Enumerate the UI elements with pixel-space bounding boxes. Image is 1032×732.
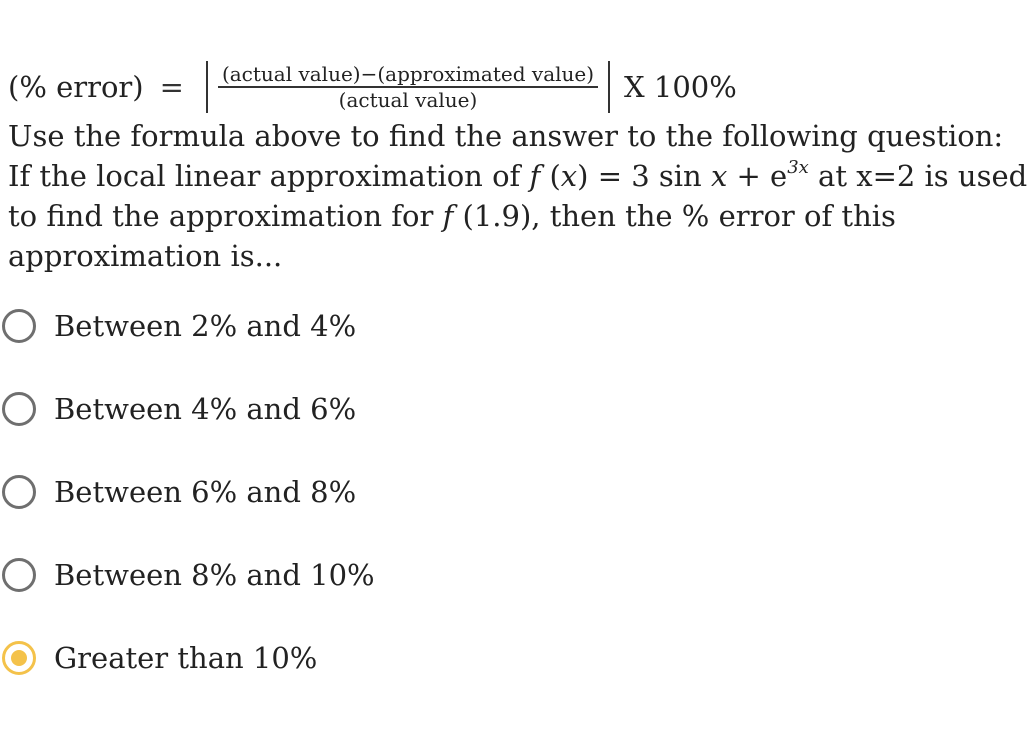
radio-button-5-selected[interactable] — [2, 641, 36, 675]
radio-button-1[interactable] — [2, 309, 36, 343]
option-4-label: Between 8% and 10% — [54, 558, 375, 592]
abs-bar-right — [608, 61, 610, 113]
q2-f: f — [529, 159, 541, 193]
option-4[interactable] — [0, 550, 375, 600]
option-5-label: Greater than 10% — [54, 641, 318, 675]
formula-fraction — [218, 64, 598, 110]
option-5[interactable] — [0, 633, 317, 683]
q3-post: (1.9), then the % error of this — [453, 199, 896, 233]
error-formula — [8, 58, 737, 116]
radio-button-3[interactable] — [2, 475, 36, 509]
radio-button-4[interactable] — [2, 558, 36, 592]
option-2[interactable] — [0, 384, 356, 434]
q3-f: f — [442, 199, 454, 233]
question-line-2 — [8, 156, 1028, 196]
q2-plus: + e — [727, 159, 788, 193]
question-text — [8, 116, 1028, 276]
q2-exp: 3x — [787, 157, 809, 179]
q2-arg: (x) — [540, 159, 598, 193]
formula-denominator: (actual value) — [338, 88, 478, 112]
question-line-4: approximation is... — [8, 239, 283, 273]
formula-numerator: (actual value)−(approximated value) — [218, 64, 598, 88]
q3-pre: to find the approximation for — [8, 199, 443, 233]
formula-times: X 100% — [624, 69, 737, 104]
q2-rhs-a: 3 sin — [631, 159, 711, 193]
question-line-3 — [8, 196, 1028, 236]
radio-button-2[interactable] — [2, 392, 36, 426]
q2-post: at x=2 is used — [808, 159, 1028, 193]
option-3[interactable] — [0, 467, 356, 517]
option-3-label: Between 6% and 8% — [54, 475, 357, 509]
option-2-label: Between 4% and 6% — [54, 392, 357, 426]
formula-equals: = — [159, 69, 184, 104]
formula-lhs: (% error) — [8, 69, 144, 104]
option-1-label: Between 2% and 4% — [54, 309, 357, 343]
option-1[interactable] — [0, 301, 356, 351]
question-line-1: Use the formula above to find the answer to the following question: — [8, 119, 1004, 153]
abs-bar-left — [206, 61, 208, 113]
q2-x: x — [710, 159, 728, 193]
q2-pre: If the local linear approximation of — [8, 159, 530, 193]
q2-eq: = — [597, 159, 632, 193]
